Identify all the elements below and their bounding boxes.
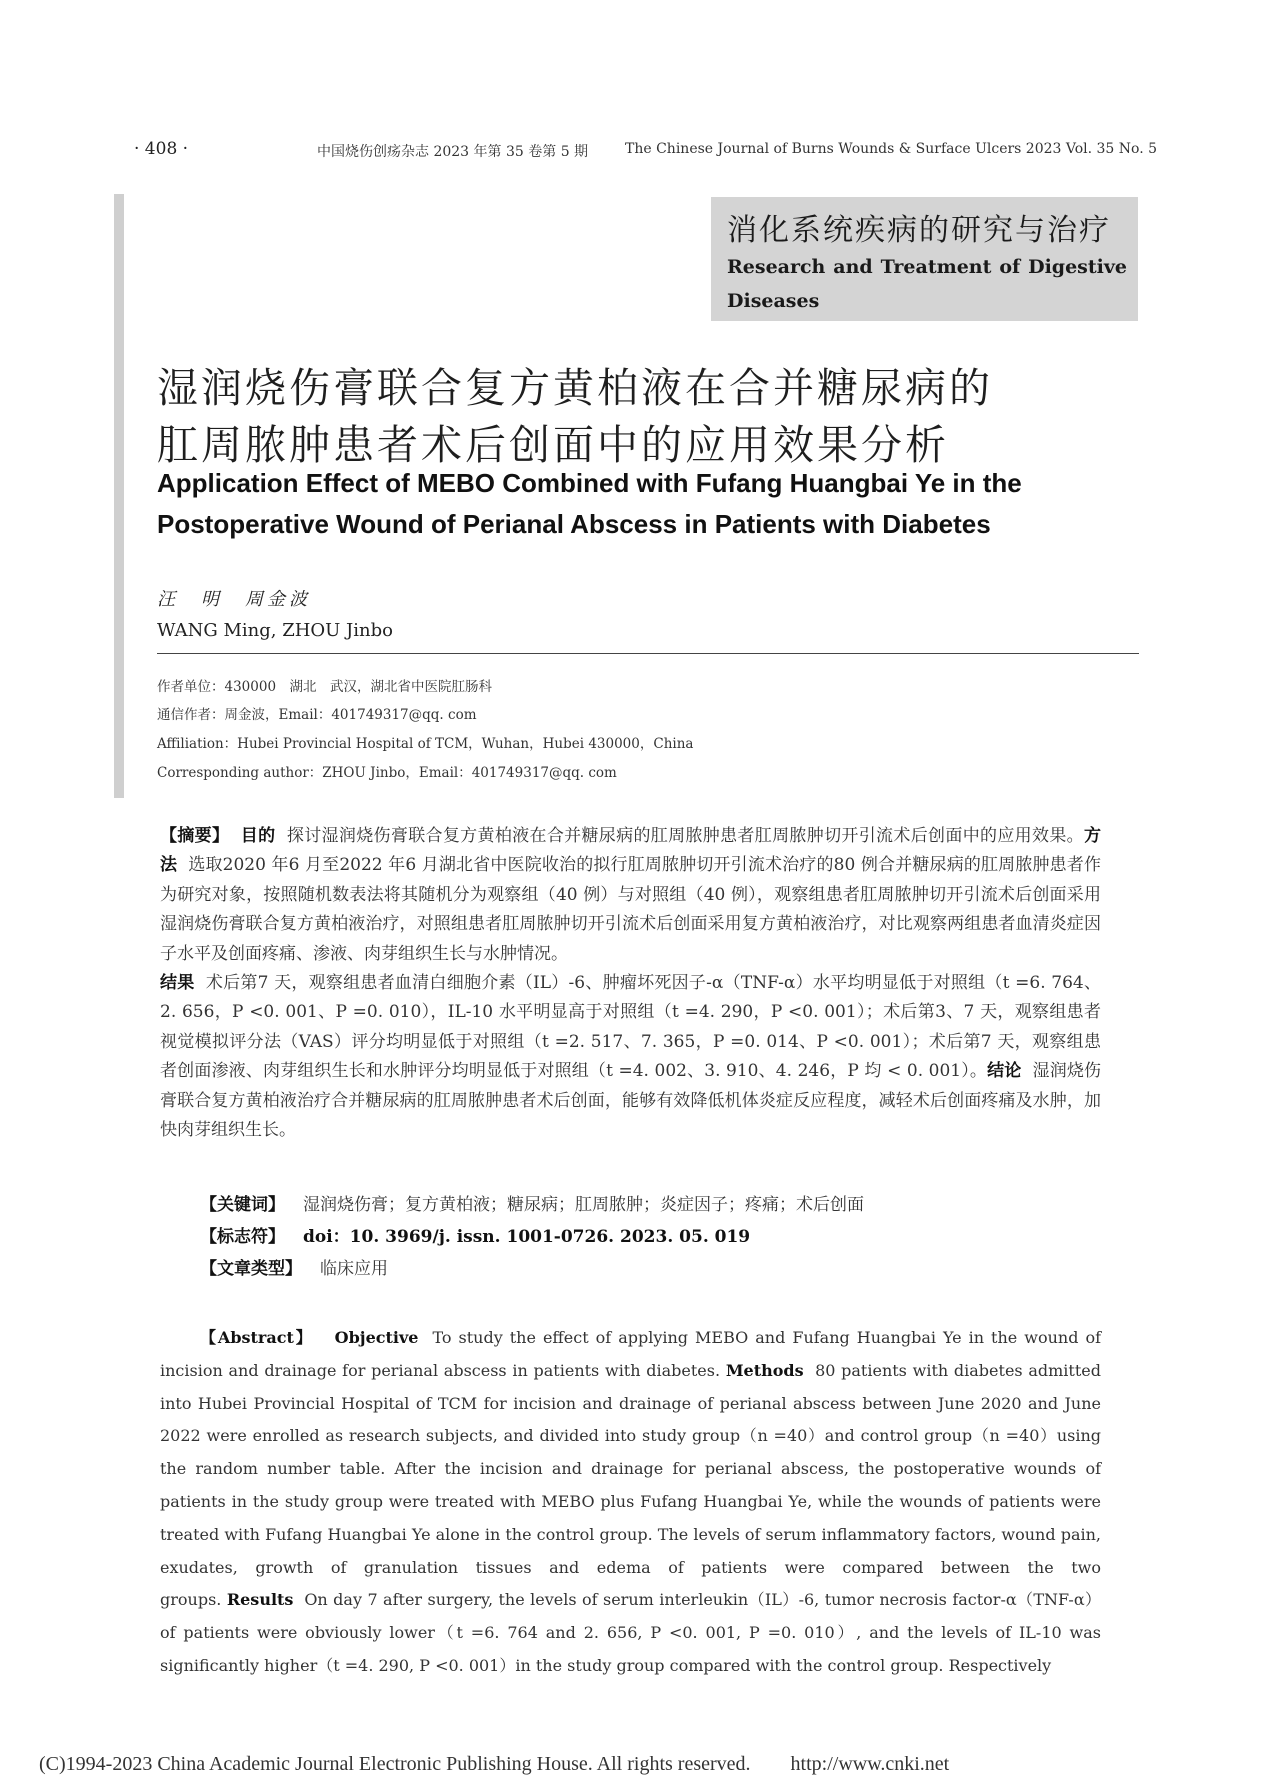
authors-cn: 汪 明 周金波 [157, 589, 311, 610]
methods-text-en: 80 patients with diabetes admitted into Hubei Provincial Hospital of TCM for incision and drainage of perianal abscess between June 2020 and June 2022 were enrolled as research subjects, and divided into study group（n =40）and control group（n =40）using the random number table. After the incision and drainage for perianal abscess, the postoperative wounds of patients in the study group were treated with MEBO plus Fufang Huangbai Ye, while the wounds of patients were treated with Fufang Huangbai Ye alone in the control group. The levels of serum inflammatory factors, wound pain, exudates, growth of granulation tissues and edema of patients were compared between the two groups. [160, 1360, 1101, 1610]
journal-header-en: The Chinese Journal of Burns Wounds & Surface Ulcers 2023 Vol. 35 No. 5 [625, 141, 1158, 157]
abstract-cn-label: 【摘要】 [160, 826, 230, 846]
article-title-cn-line2: 肛周脓肿患者术后创面中的应用效果分析 [157, 421, 949, 469]
article-title-en-line1: Application Effect of MEBO Combined with Fufang Huangbai Ye in the [157, 468, 1022, 498]
journal-header-cn: 中国烧伤创疡杂志 2023 年第 35 卷第 5 期 [317, 144, 589, 160]
article-title-cn-line1: 湿润烧伤膏联合复方黄柏液在合并糖尿病的 [157, 364, 993, 412]
section-title-en: Research and Treatment of Digestive Diseases [727, 256, 1127, 312]
results-text-en: On day 7 after surgery, the levels of serum interleukin（IL）-6, tumor necrosis factor-α（TNF-α）of patients were obviously lower（t =6. 764 and 2. 656, P <0. 001, P =0. 010）, and the levels of IL-10 was significantly higher（t =4. 290, P <0. 001）in the study group compared with the control group. Respectively [160, 1590, 1102, 1675]
objective-label-cn: 目的 [240, 826, 276, 846]
article-type-text: 临床应用 [320, 1259, 388, 1279]
methods-label-en: Methods [725, 1360, 804, 1380]
affiliation-en: Affiliation：Hubei Provincial Hospital of TCM，Wuhan，Hubei 430000，China [157, 736, 694, 752]
objective-text-en: To study the effect of applying MEBO and Fufang Huangbai Ye in the wound of incision and drainage for perianal abscess in patients with diabetes. [160, 1328, 1101, 1380]
divider-line [157, 653, 1139, 654]
article-title-en-line2: Postoperative Wound of Perianal Abscess in Patients with Diabetes [157, 509, 991, 539]
corresponding-author-cn: 通信作者：周金波，Email：401749317@qq. com [157, 707, 477, 723]
authors-en: WANG Ming, ZHOU Jinbo [157, 620, 393, 641]
abstract-en-label: 【Abstract】 [200, 1328, 314, 1347]
conclusion-label-cn: 结论 [987, 1061, 1022, 1082]
abstract-en [160, 1322, 1101, 1683]
results-text-cn: 术后第7 天，观察组患者血清白细胞介素（IL）-6、肿瘤坏死因子-α（TNF-α）水平均明显低于对照组（t =6. 764、2. 656，P <0. 001、P =0. 010），IL-10 水平明显高于对照组（t =4. 290，P <0. 001）；术后第3、7 天，观察组患者视觉模拟评分法（VAS）评分均明显低于对照组（t =2. 517、7. 365，P =0. 014、P <0. 001）；术后第7 天，观察组患者创面渗液、肉芽组织生长和水肿评分均明显低于对照组（t =4. 002、3. 910、4. 246，P 均 < 0. 001）。 [160, 973, 1102, 1082]
copyright-footer: (C)1994-2023 China Academic Journal Electronic Publishing House. All rights reserved. http://www.cnki.net [39, 1753, 950, 1775]
article-type-row [200, 1254, 388, 1279]
affiliation-cn: 作者单位：430000 湖北 武汉，湖北省中医院肛肠科 [157, 679, 493, 695]
doi-text: doi：10. 3969/j. issn. 1001-0726. 2023. 05. 019 [303, 1227, 751, 1247]
page-number: · 408 · [134, 139, 189, 159]
results-label-cn: 结果 [160, 973, 195, 994]
section-title-cn: 消化系统疾病的研究与治疗 [727, 213, 1111, 248]
conclusion-text-cn: 湿润烧伤膏联合复方黄柏液治疗合并糖尿病的肛周脓肿患者术后创面，能够有效降低机体炎症反应程度，减轻术后创面疼痛及水肿，加快肉芽组织生长。 [160, 1061, 1102, 1141]
keywords-label: 【关键词】 [200, 1195, 285, 1215]
keywords-text: 湿润烧伤膏；复方黄柏液；糖尿病；肛周脓肿；炎症因子；疼痛；术后创面 [303, 1195, 864, 1215]
abstract-cn [160, 822, 1101, 1145]
keywords-row [200, 1190, 864, 1215]
doi-row [200, 1222, 750, 1247]
corresponding-author-en: Corresponding author：ZHOU Jinbo，Email：401749317@qq. com [157, 765, 617, 781]
methods-text-cn: 选取2020 年6 月至2022 年6 月湖北省中医院收治的拟行肛周脓肿切开引流术治疗的80 例合并糖尿病的肛周脓肿患者作为研究对象，按照随机数表法将其随机分为观察组（40 例）与对照组（40 例），观察组患者肛周脓肿切开引流术后创面采用湿润烧伤膏联合复方黄柏液治疗，对照组患者肛周脓肿切开引流术后创面采用复方黄柏液治疗，对比观察两组患者血清炎症因子水平及创面疼痛、渗液、肉芽组织生长与水肿情况。 [160, 855, 1102, 964]
article-type-label: 【文章类型】 [200, 1259, 302, 1279]
doi-label: 【标志符】 [200, 1227, 285, 1247]
objective-text-cn: 探讨湿润烧伤膏联合复方黄柏液在合并糖尿病的肛周脓肿患者肛周脓肿切开引流术后创面中的应用效果。 [286, 826, 1084, 846]
results-label-en: Results [226, 1590, 294, 1610]
left-decorative-bar [114, 194, 124, 798]
objective-label-en: Objective [334, 1328, 419, 1347]
methods-label-cn: 方法 [160, 826, 1101, 876]
